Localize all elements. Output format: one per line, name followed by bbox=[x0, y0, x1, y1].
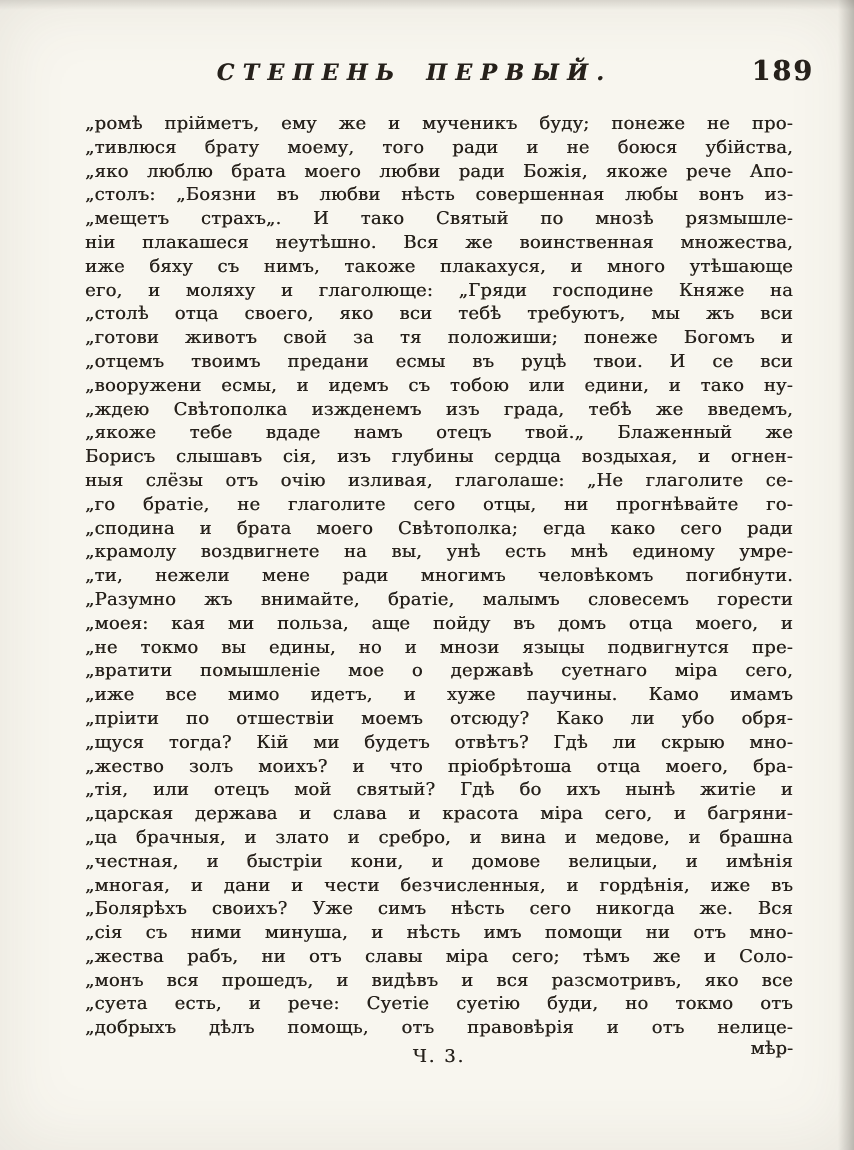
page-footer bbox=[85, 1038, 793, 1072]
body-line: „монъ вся прошедъ, и видѣвъ и вся разсмотривъ, яко все bbox=[85, 969, 793, 991]
body-line: ніи плакашеся неутѣшно. Вся же воинственная множества, bbox=[85, 231, 793, 253]
body-line: Борисъ слышавъ сія, изъ глубины сердца воздыхая, и огнен- bbox=[85, 446, 793, 468]
body-line: его, и моляху и глаголюще: „Гряди господине Княже на bbox=[85, 279, 793, 301]
body-line: „ти, нежели мене ради многимъ человѣкомъ погибнути. bbox=[85, 565, 793, 587]
body-line: „крамолу воздвигнете на вы, унѣ есть мнѣ единому умре- bbox=[85, 541, 793, 563]
body-line: „суета есть, и рече: Суетіе суетію буди, но токмо отъ bbox=[85, 993, 793, 1015]
body-line: „честная, и быстріи кони, и домове велицыи, и имѣнія bbox=[85, 850, 793, 872]
page-number: 189 bbox=[751, 56, 814, 87]
body-line: „Болярѣхъ своихъ? Уже симъ нѣсть сего никогда же. Вся bbox=[85, 898, 793, 920]
body-line: „щуся тогда? Кій ми будетъ отвѣтъ? Гдѣ ли скрыю мно- bbox=[85, 731, 793, 753]
scan-shadow-top bbox=[0, 0, 854, 10]
body-line: „многая, и дани и чести безчисленныя, и гордѣнія, иже въ bbox=[85, 874, 793, 896]
page-header bbox=[85, 56, 814, 100]
body-line: „сія съ ними минуша, и нѣсть имъ помощи ни отъ мно- bbox=[85, 922, 793, 944]
body-text bbox=[85, 112, 793, 1040]
body-line: „столъ: „Боязни въ любви нѣсть совершенная любы вонъ из- bbox=[85, 184, 793, 206]
footer-signature: Ч. 3. bbox=[412, 1046, 466, 1067]
body-line: „моея: кая ми польза, аще пойду въ домъ отца моего, и bbox=[85, 612, 793, 634]
body-line: „жества рабъ, ни отъ славы міра сего; тѣмъ же и Соло- bbox=[85, 945, 793, 967]
scan-shadow-right bbox=[838, 0, 854, 1150]
body-line: „тивлюся брату моему, того ради и не боюся убійства, bbox=[85, 136, 793, 158]
body-line: „отцемъ твоимъ предани есмы въ руцѣ твои. И се вси bbox=[85, 350, 793, 372]
body-line: „вооружени есмы, и идемъ съ тобою или едини, и тако ну- bbox=[85, 374, 793, 396]
body-line: „тія, или отецъ мой святый? Гдѣ бо ихъ нынѣ житіе и bbox=[85, 779, 793, 801]
body-line: „вратити помышленіе мое о державѣ суетнаго міра сего, bbox=[85, 660, 793, 682]
body-line: иже бяху съ нимъ, такоже плакахуся, и много утѣшающе bbox=[85, 255, 793, 277]
body-line: „царская держава и слава и красота міра сего, и багряни- bbox=[85, 803, 793, 825]
body-line: „Разумно жъ внимайте, братіе, малымъ словесемъ горести bbox=[85, 588, 793, 610]
body-line: „ромѣ прійметъ, ему же и мученикъ буду; понеже не про- bbox=[85, 113, 793, 134]
body-line: „ца брачныя, и злато и сребро, и вина и медове, и брашна bbox=[85, 826, 793, 848]
body-line: „готови животъ свой за тя положиши; понеже Богомъ и bbox=[85, 327, 793, 349]
body-line: „ждею Свѣтополка изжденемъ изъ града, тебѣ же введемъ, bbox=[85, 398, 793, 420]
body-line: „пріити по отшествіи моемъ отсюду? Како ли убо обря- bbox=[85, 707, 793, 729]
body-line: „столѣ отца своего, яко вси тебѣ требуютъ, мы жъ вси bbox=[85, 303, 793, 325]
body-line: „добрыхъ дѣлъ помощь, отъ правовѣрія и отъ нелице- bbox=[85, 1017, 793, 1039]
body-line: „не токмо вы едины, но и мнози языцы подвигнутся пре- bbox=[85, 636, 793, 658]
body-line: „мещетъ страхъ„. И тако Святый по мнозѣ рязмышле- bbox=[85, 208, 793, 230]
body-line: „якоже тебе вдаде намъ отецъ твой.„ Блаженный же bbox=[85, 422, 793, 444]
body-line: „сподина и брата моего Свѣтополка; егда како сего ради bbox=[85, 517, 793, 539]
body-line: ныя слёзы отъ очію изливая, глаголаше: „Не глаголите се- bbox=[85, 469, 793, 491]
body-line: „яко люблю брата моего любви ради Божія, якоже рече Апо- bbox=[85, 160, 793, 182]
body-line: „иже все мимо идетъ, и хуже паучины. Камо имамъ bbox=[85, 684, 793, 706]
body-line: „го братіе, не глаголите сего отцы, ни прогнѣвайте го- bbox=[85, 493, 793, 515]
page-title: СТЕПЕНЬ ПЕРВЫЙ. bbox=[216, 60, 613, 86]
body-line: „жество золъ моихъ? и что пріобрѣтоша отца моего, бра- bbox=[85, 755, 793, 777]
catchword: мѣр- bbox=[750, 1038, 793, 1059]
